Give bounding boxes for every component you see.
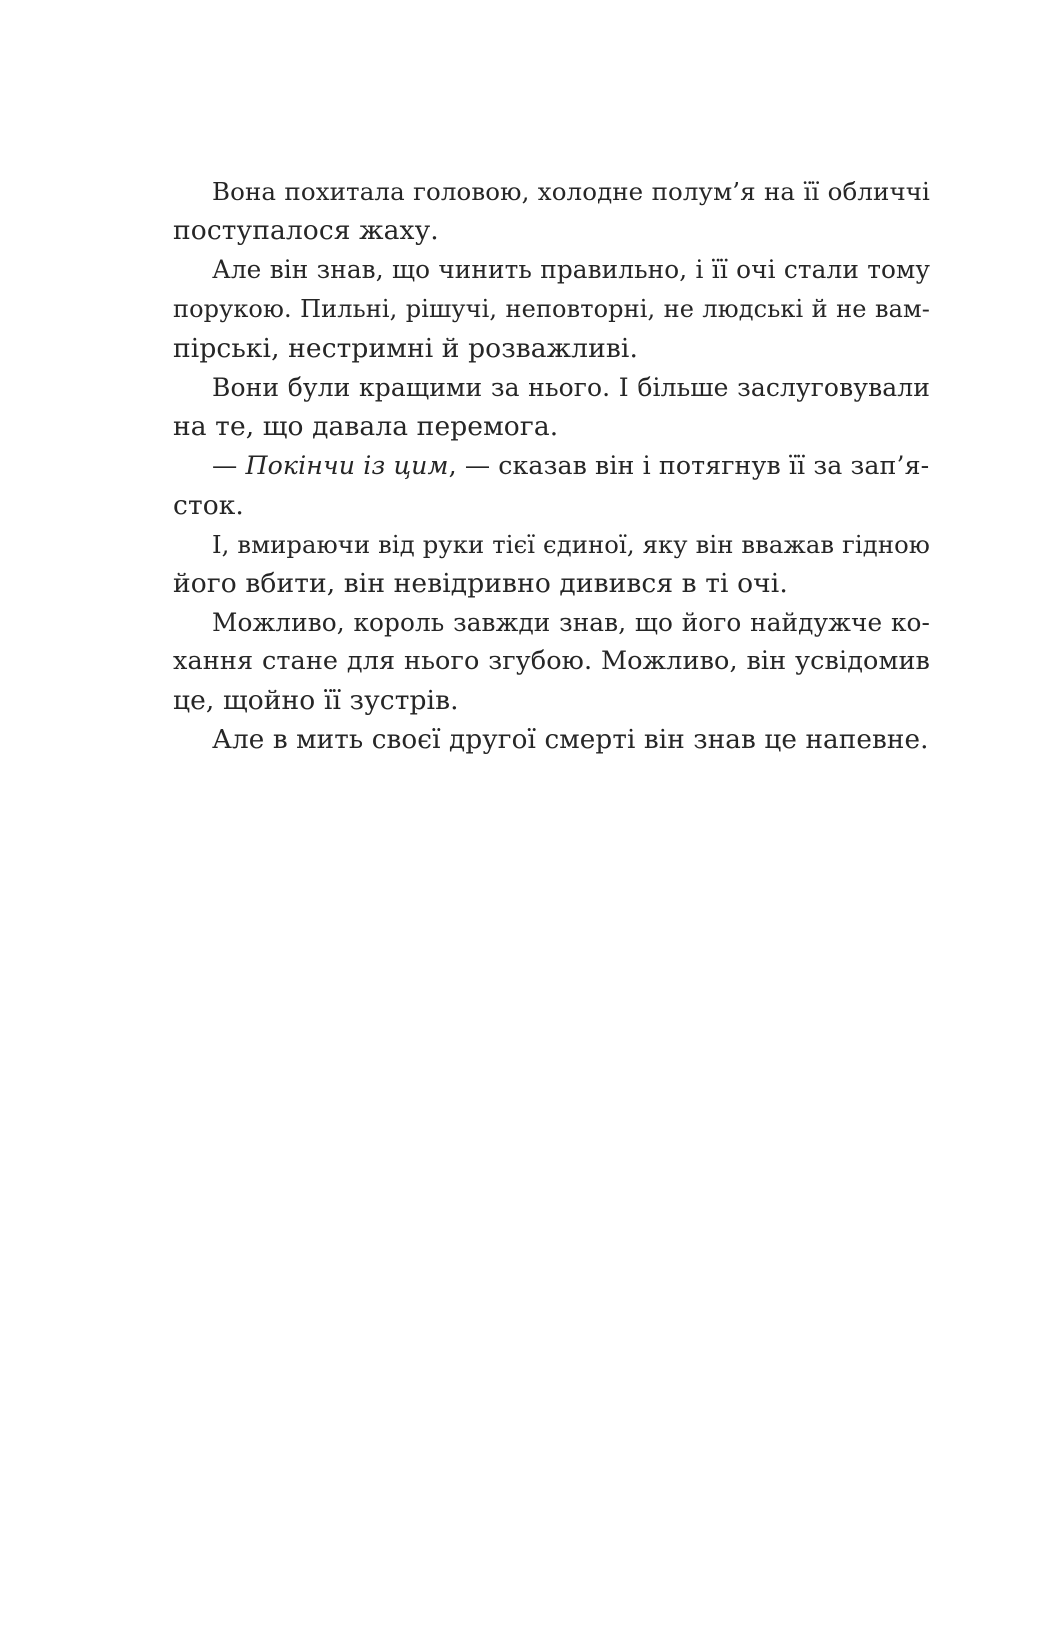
paragraph-1-line-1: Вона похитала головою, холодне полум’я на її обличчі bbox=[212, 177, 930, 206]
dialogue-dash: — bbox=[212, 451, 246, 481]
paragraph-7-line-1: Але в мить своєї другої смерті він знав це напевне. bbox=[212, 724, 929, 755]
paragraph-2-line-2: порукою. Пильні, рішучі, неповторні, не людські й не вам- bbox=[173, 294, 930, 323]
paragraph-3-line-1: Вони були кращими за нього. І більше заслуговували bbox=[212, 372, 930, 402]
paragraph-4-line-1 bbox=[173, 446, 930, 485]
dialogue-attribution: , — сказав він і потягнув її за зап’я- bbox=[448, 451, 930, 481]
dialogue-italic-speech: Покінчи із цим bbox=[245, 451, 449, 481]
paragraph-3-line-2: на те, що давала перемога. bbox=[173, 411, 559, 443]
paragraph-5-line-2: його вбити, він невідривно дивився в ті очі. bbox=[173, 567, 788, 599]
paragraph-6-line-3: це, щойно її зустрів. bbox=[173, 685, 459, 717]
paragraph-6-line-2: хання стане для нього згубою. Можливо, він усвідомив bbox=[173, 646, 930, 677]
body-text bbox=[173, 172, 930, 760]
paragraph-1-line-2: поступалося жаху. bbox=[173, 215, 439, 247]
paragraph-2-line-1: Але він знав, що чинить правильно, і її очі стали тому bbox=[212, 255, 930, 285]
paragraph-6-line-1: Можливо, король завжди знав, що його найдужче ко- bbox=[212, 608, 930, 638]
paragraph-4-line-2: сток. bbox=[173, 489, 244, 521]
paragraph-5-line-1: І, вмираючи від руки тієї єдиної, яку він вважав гідною bbox=[212, 529, 930, 559]
paragraph-2-line-3: пірські, нестримні й розважливі. bbox=[173, 332, 638, 364]
